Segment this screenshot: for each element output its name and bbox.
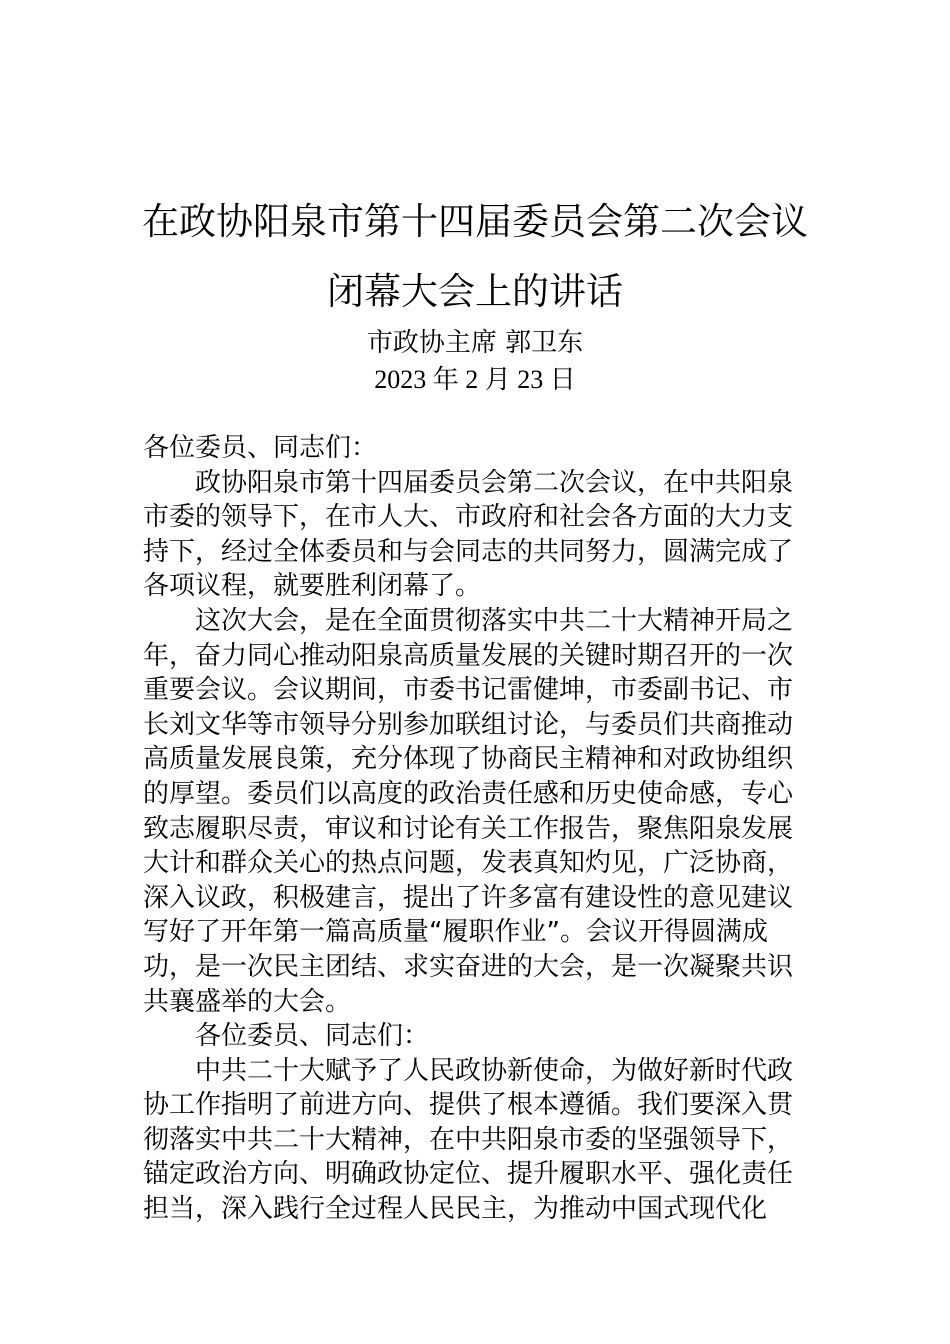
paragraph-line: 持下，经过全体委员和与会同志的共同努力，圆满完成了 xyxy=(143,536,794,567)
paragraph-line: 政协阳泉市第十四届委员会第二次会议，在中共阳泉 xyxy=(195,467,794,498)
paragraph-line: 大计和群众关心的热点问题，发表真知灼见，广泛协商， xyxy=(143,848,794,879)
paragraph-line: 这次大会，是在全面贯彻落实中共二十大精神开局之 xyxy=(195,605,794,636)
speech-title-line-2: 闭幕大会上的讲话 xyxy=(327,270,623,313)
paragraph-line: 功，是一次民主团结、求实奋进的大会，是一次凝聚共识 xyxy=(143,951,794,982)
paragraph-line: 担当，深入践行全过程人民民主，为推动中国式现代化 xyxy=(143,1194,768,1225)
salutation: 各位委员、同志们： xyxy=(143,433,378,463)
paragraph-line: 重要会议。会议期间，市委书记雷健坤，市委副书记、市 xyxy=(143,675,794,706)
speech-body xyxy=(143,431,807,1227)
speech-date: 2023 年 2 月 23 日 xyxy=(374,365,576,394)
paragraph-line: 长刘文华等市领导分别参加联组讨论，与委员们共商推动 xyxy=(143,709,794,740)
paragraph-line: 彻落实中共二十大精神，在中共阳泉市委的坚强领导下， xyxy=(143,1124,794,1155)
paragraph-line: 深入议政，积极建言，提出了许多富有建设性的意见建议 xyxy=(143,882,794,913)
paragraph-line: 的厚望。委员们以高度的政治责任感和历史使命感，专心 xyxy=(143,778,794,809)
paragraph-line: 市委的领导下，在市人大、市政府和社会各方面的大力支 xyxy=(143,502,794,533)
paragraph-line: 各项议程，就要胜利闭幕了。 xyxy=(143,571,482,602)
paragraph-line: 协工作指明了前进方向、提供了根本遵循。我们要深入贯 xyxy=(143,1090,794,1121)
paragraph-line: 高质量发展良策，充分体现了协商民主精神和对政协组织 xyxy=(143,744,794,775)
paragraph-line: 写好了开年第一篇高质量“履职作业”。会议开得圆满成 xyxy=(143,917,768,948)
salutation: 各位委员、同志们： xyxy=(195,1021,430,1052)
paragraph-line: 中共二十大赋予了人民政协新使命，为做好新时代政 xyxy=(195,1055,794,1086)
paragraph-line: 锚定政治方向、明确政协定位、提升履职水平、强化责任 xyxy=(143,1159,794,1190)
paragraph-line: 致志履职尽责，审议和讨论有关工作报告，聚焦阳泉发展 xyxy=(143,813,794,844)
paragraph-line: 共襄盛举的大会。 xyxy=(143,986,352,1017)
speaker-byline: 市政协主席 郭卫东 xyxy=(366,328,584,358)
speech-title-line-1: 在政协阳泉市第十四届委员会第二次会议 xyxy=(142,200,808,243)
paragraph-line: 年，奋力同心推动阳泉高质量发展的关键时期召开的一次 xyxy=(143,640,794,671)
